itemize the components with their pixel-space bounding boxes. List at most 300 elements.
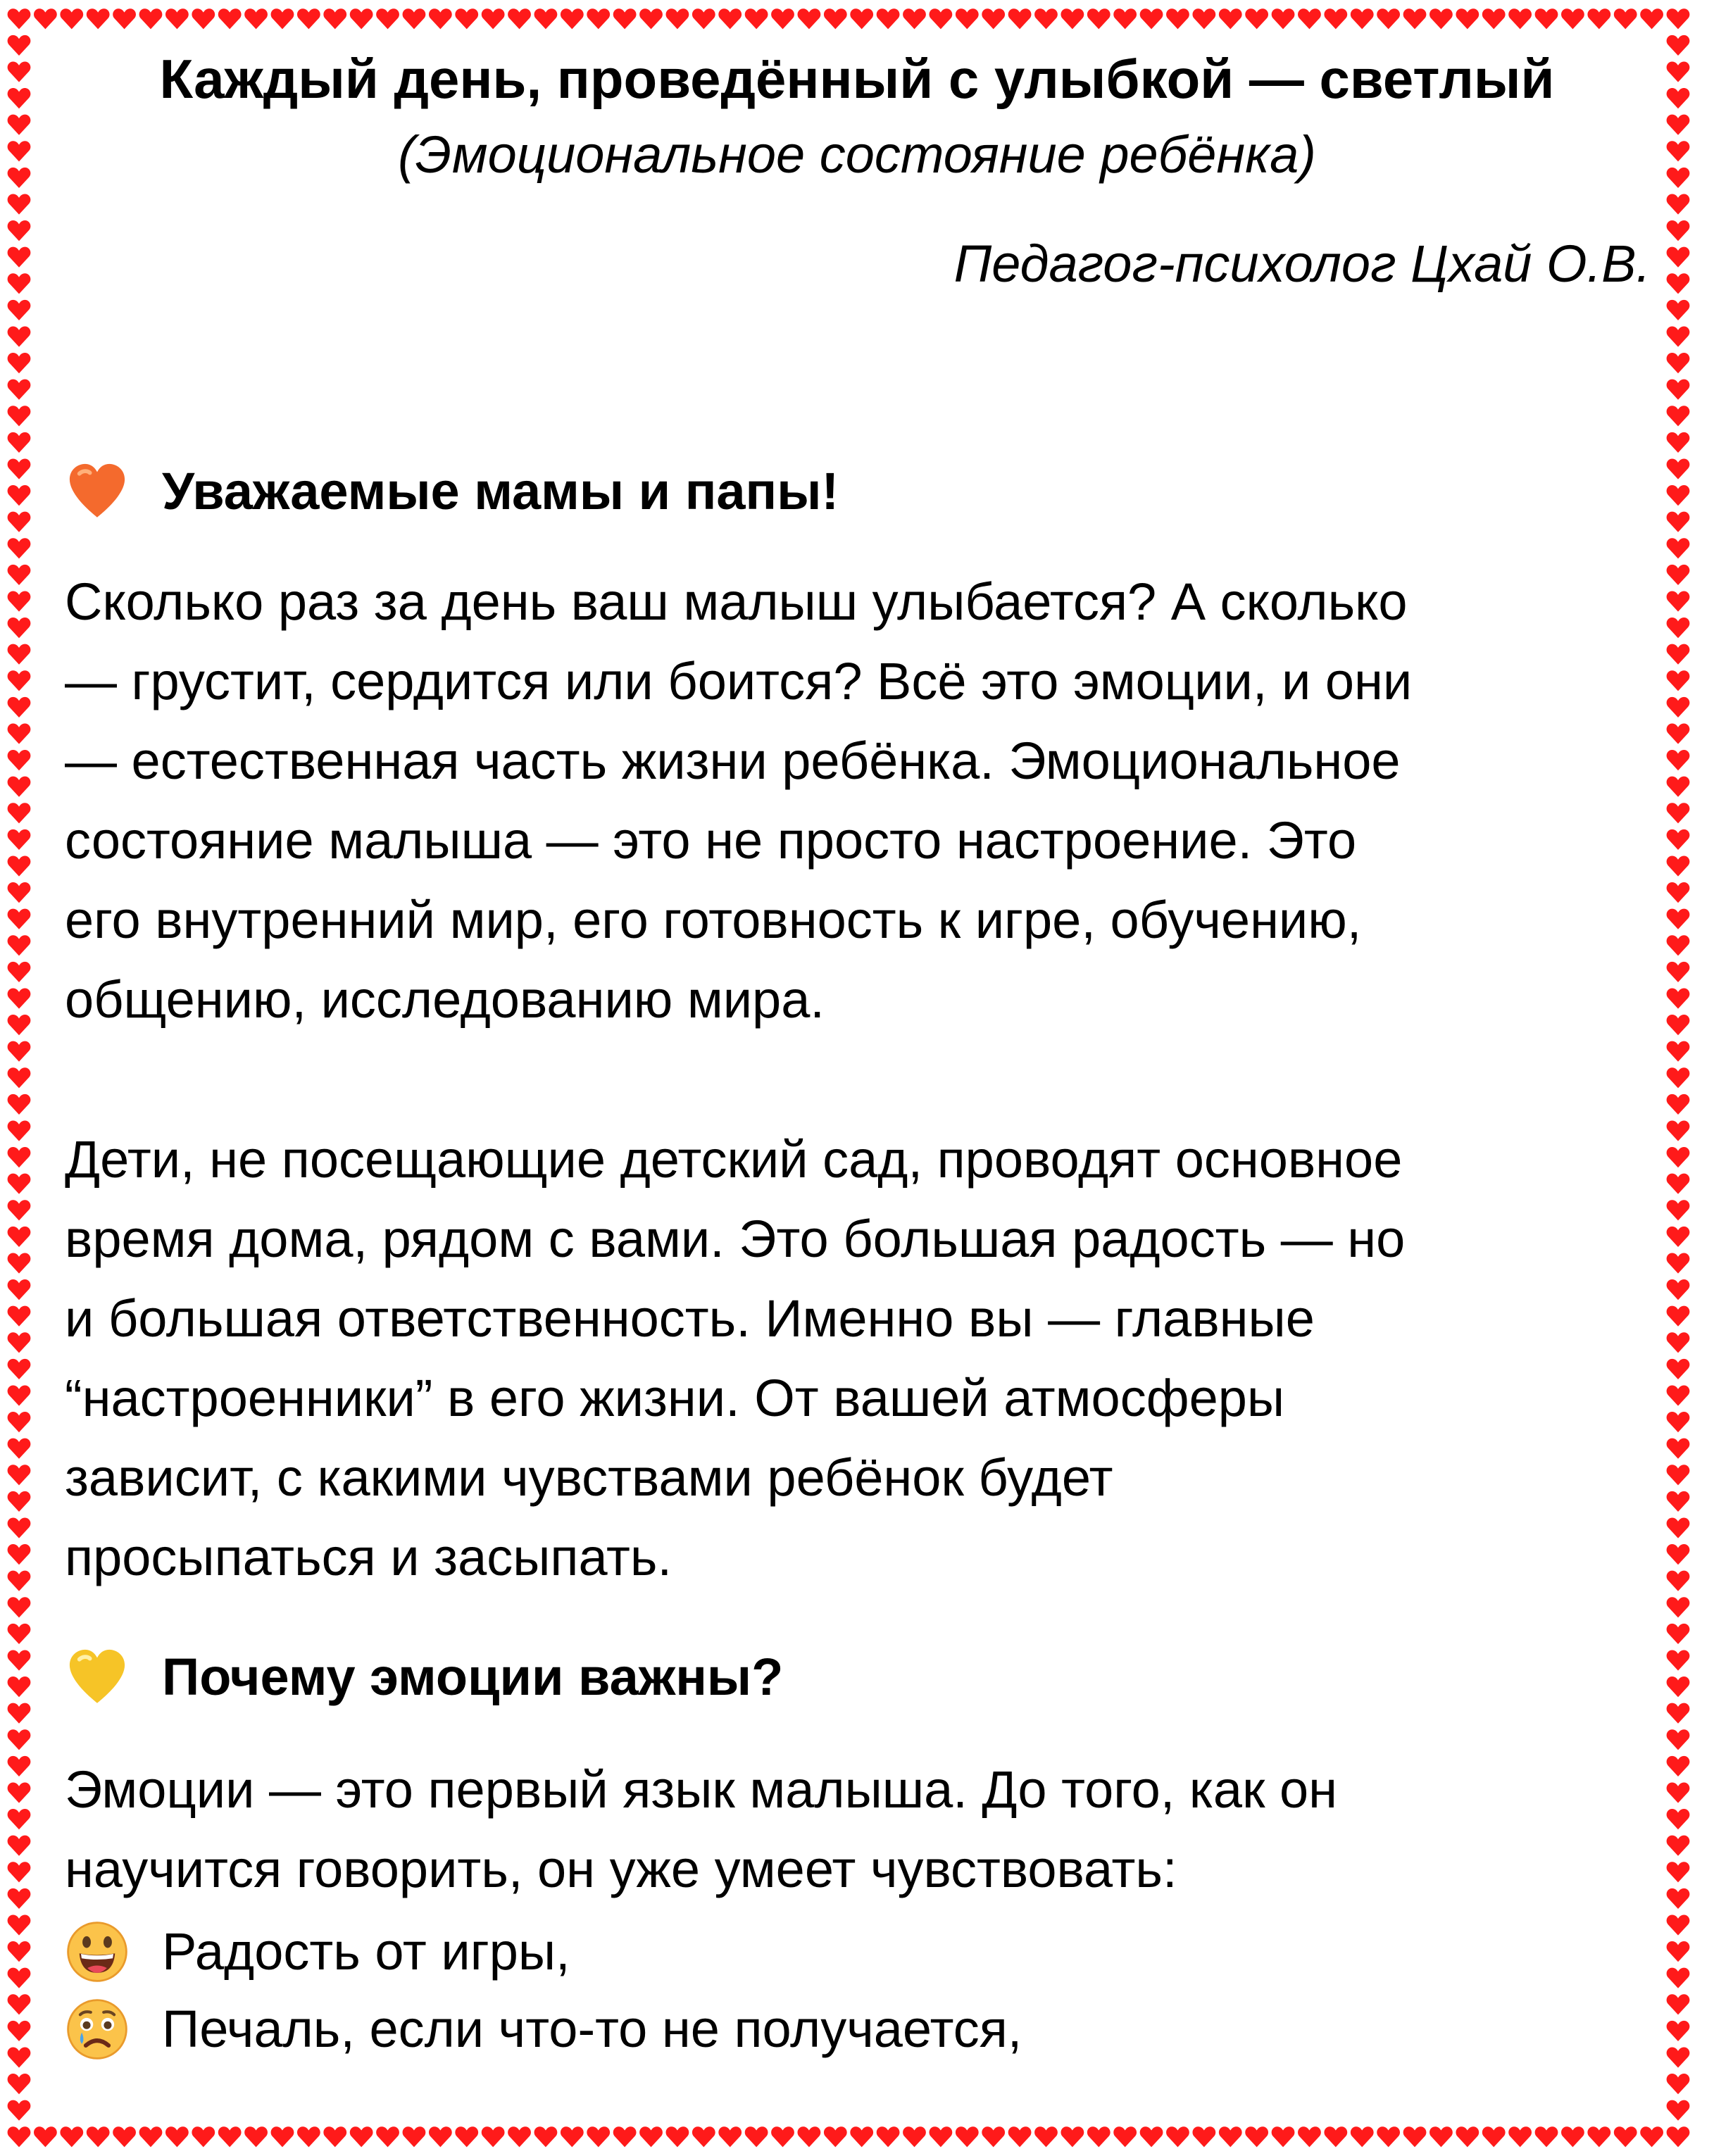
border-heart-icon — [1667, 220, 1690, 241]
border-heart-icon — [1667, 962, 1690, 982]
border-heart-icon — [8, 512, 31, 532]
border-heart-icon — [1640, 8, 1663, 29]
border-heart-icon — [1667, 1756, 1690, 1776]
border-heart-icon — [403, 8, 426, 29]
border-heart-icon — [8, 458, 31, 479]
border-heart-icon — [8, 723, 31, 744]
border-heart-icon — [1667, 115, 1690, 135]
border-heart-icon — [1667, 35, 1690, 56]
border-heart-icon — [8, 1914, 31, 1935]
border-heart-icon — [87, 8, 110, 29]
border-heart-icon — [1667, 1941, 1690, 1962]
border-heart-icon — [1034, 2126, 1058, 2147]
border-heart-icon — [1667, 1624, 1690, 1644]
border-heart-icon — [982, 2126, 1005, 2147]
border-heart-icon — [1667, 1544, 1690, 1565]
border-heart-icon — [1667, 458, 1690, 479]
border-heart-icon — [587, 2126, 610, 2147]
border-heart-icon — [1667, 829, 1690, 850]
border-heart-icon — [534, 8, 558, 29]
border-heart-icon — [1667, 697, 1690, 717]
border-heart-icon — [824, 8, 847, 29]
border-heart-icon — [8, 855, 31, 876]
border-heart-icon — [8, 1200, 31, 1220]
border-heart-icon — [1087, 2126, 1111, 2147]
list-item-text: Радость от игры, — [162, 1922, 570, 1981]
border-heart-icon — [8, 1994, 31, 2014]
border-heart-icon — [1667, 1491, 1690, 1512]
border-heart-icon — [1667, 1147, 1690, 1167]
border-heart-icon — [956, 8, 979, 29]
border-heart-icon — [8, 485, 31, 506]
border-heart-icon — [1667, 1332, 1690, 1353]
border-heart-icon — [1429, 8, 1453, 29]
border-heart-icon — [8, 1862, 31, 1882]
border-heart-icon — [350, 8, 373, 29]
border-heart-icon — [903, 2126, 926, 2147]
border-heart-icon — [8, 2126, 31, 2147]
border-heart-icon — [534, 2126, 558, 2147]
border-heart-icon — [139, 2126, 163, 2147]
border-heart-icon — [1508, 8, 1532, 29]
border-heart-icon — [1667, 2021, 1690, 2041]
border-heart-icon — [60, 8, 83, 29]
border-heart-icon — [1377, 8, 1400, 29]
border-heart-icon — [8, 538, 31, 558]
border-heart-icon — [1587, 2126, 1610, 2147]
border-heart-icon — [8, 2047, 31, 2067]
border-heart-icon — [1667, 935, 1690, 955]
border-heart-icon — [745, 8, 768, 29]
home-paragraph: Дети, не посещающие детский сад, проводят основное время дома, рядом с вами. Это большая радость — но и большая ответственность. Именно вы — главные “настроенники” в его жизни. От вашей атмосферы зависит, с какими чувствами ребёнок будет просыпаться и засыпать. — [65, 1130, 1406, 1586]
emotions-paragraph: Эмоции — это первый язык малыша. До того, как он научится говорить, он уже умеет чувствовать: — [65, 1760, 1338, 1898]
border-heart-icon — [1614, 2126, 1637, 2147]
border-heart-icon — [297, 2126, 320, 2147]
border-heart-icon — [8, 750, 31, 770]
border-heart-icon — [1667, 1994, 1690, 2014]
border-heart-icon — [8, 803, 31, 823]
border-heart-icon — [1482, 8, 1506, 29]
border-heart-icon — [1245, 8, 1268, 29]
border-heart-icon — [1667, 1676, 1690, 1697]
border-heart-icon — [1667, 380, 1690, 400]
border-heart-icon — [34, 2126, 57, 2147]
border-heart-icon — [1667, 485, 1690, 506]
border-heart-icon — [1667, 2126, 1690, 2147]
border-heart-icon — [1587, 8, 1610, 29]
border-heart-icon — [8, 168, 31, 188]
border-heart-icon — [455, 2126, 478, 2147]
border-heart-icon — [34, 8, 57, 29]
border-heart-icon — [429, 8, 452, 29]
border-heart-icon — [1667, 1571, 1690, 1591]
border-heart-icon — [8, 988, 31, 1008]
border-heart-icon — [1351, 2126, 1374, 2147]
border-heart-icon — [1667, 1041, 1690, 1062]
border-heart-icon — [1667, 1809, 1690, 1829]
border-heart-icon — [8, 194, 31, 214]
border-heart-icon — [1166, 2126, 1189, 2147]
border-heart-icon — [8, 273, 31, 294]
border-heart-icon — [323, 8, 346, 29]
border-heart-icon — [244, 2126, 268, 2147]
border-heart-icon — [1219, 8, 1242, 29]
page-title: Каждый день, проведённый с улыбкой — светлый — [159, 48, 1555, 110]
border-heart-icon — [1403, 8, 1427, 29]
border-heart-icon — [1667, 750, 1690, 770]
border-heart-icon — [1667, 1094, 1690, 1115]
border-heart-icon — [8, 1359, 31, 1379]
border-heart-icon — [1008, 8, 1032, 29]
border-heart-icon — [165, 8, 189, 29]
border-heart-icon — [1667, 1253, 1690, 1273]
border-heart-icon — [271, 2126, 294, 2147]
border-heart-icon — [8, 115, 31, 135]
border-heart-icon — [8, 1147, 31, 1167]
page-subtitle: (Эмоциональное состояние ребёнка) — [398, 125, 1316, 184]
border-heart-icon — [1667, 1067, 1690, 1088]
border-heart-icon — [1561, 8, 1584, 29]
border-heart-icon — [1667, 1385, 1690, 1405]
border-heart-icon — [798, 8, 821, 29]
border-heart-icon — [903, 8, 926, 29]
border-heart-icon — [929, 8, 952, 29]
border-heart-icon — [1298, 8, 1321, 29]
border-heart-icon — [8, 1015, 31, 1035]
sad-face-icon — [65, 1997, 130, 2062]
border-heart-icon — [1667, 1968, 1690, 1988]
border-heart-icon — [1667, 1200, 1690, 1220]
list-item-text: Печаль, если что-то не получается, — [162, 2000, 1022, 2058]
border-heart-icon — [1667, 61, 1690, 82]
border-heart-icon — [1535, 8, 1558, 29]
border-heart-icon — [718, 8, 742, 29]
border-heart-icon — [692, 2126, 715, 2147]
border-heart-icon — [1667, 141, 1690, 161]
border-heart-icon — [8, 1439, 31, 1459]
border-heart-icon — [1272, 2126, 1295, 2147]
border-heart-icon — [956, 2126, 979, 2147]
border-heart-icon — [60, 2126, 83, 2147]
border-heart-icon — [8, 1332, 31, 1353]
border-heart-icon — [8, 141, 31, 161]
border-heart-icon — [8, 935, 31, 955]
border-heart-icon — [1667, 353, 1690, 373]
border-heart-icon — [718, 2126, 742, 2147]
border-heart-icon — [1667, 2100, 1690, 2121]
border-heart-icon — [1456, 8, 1479, 29]
border-heart-icon — [8, 1041, 31, 1062]
border-heart-icon — [113, 2126, 136, 2147]
border-heart-icon — [192, 8, 215, 29]
list-item — [65, 1991, 1022, 2068]
border-heart-icon — [929, 2126, 952, 2147]
border-heart-icon — [1245, 2126, 1268, 2147]
border-heart-icon — [8, 1729, 31, 1750]
border-heart-icon — [1667, 1597, 1690, 1617]
border-heart-icon — [613, 2126, 637, 2147]
border-heart-icon — [850, 2126, 873, 2147]
border-heart-icon — [1667, 1465, 1690, 1485]
border-heart-icon — [1667, 406, 1690, 426]
border-heart-icon — [8, 247, 31, 268]
border-heart-icon — [8, 1703, 31, 1724]
author-line: Педагог-психолог Цхай О.В. — [953, 234, 1651, 293]
border-heart-icon — [1482, 2126, 1506, 2147]
border-heart-icon — [1351, 8, 1374, 29]
border-heart-icon — [1667, 8, 1690, 29]
border-heart-icon — [1667, 909, 1690, 929]
border-heart-icon — [8, 591, 31, 611]
border-heart-icon — [1192, 8, 1215, 29]
border-heart-icon — [8, 644, 31, 665]
border-heart-icon — [1667, 2074, 1690, 2094]
list-item — [65, 1913, 570, 1991]
border-heart-icon — [1667, 1729, 1690, 1750]
border-heart-icon — [8, 962, 31, 982]
border-heart-icon — [403, 2126, 426, 2147]
border-heart-icon — [1667, 988, 1690, 1008]
section-heading-text: Почему эмоции важны? — [162, 1648, 784, 1706]
border-heart-icon — [1667, 273, 1690, 294]
border-heart-icon — [1061, 8, 1084, 29]
border-heart-icon — [8, 1094, 31, 1115]
border-heart-icon — [1667, 1359, 1690, 1379]
orange-heart-icon — [65, 459, 130, 524]
border-heart-icon — [1667, 777, 1690, 797]
border-heart-icon — [8, 1544, 31, 1565]
border-heart-icon — [8, 909, 31, 929]
border-heart-icon — [218, 8, 242, 29]
border-heart-icon — [8, 353, 31, 373]
border-heart-icon — [666, 2126, 689, 2147]
border-heart-icon — [8, 1650, 31, 1670]
border-heart-icon — [350, 2126, 373, 2147]
border-heart-icon — [87, 2126, 110, 2147]
border-heart-icon — [1667, 1439, 1690, 1459]
border-heart-icon — [1667, 1888, 1690, 1909]
border-heart-icon — [1667, 670, 1690, 691]
border-heart-icon — [165, 2126, 189, 2147]
border-heart-icon — [1667, 618, 1690, 638]
border-heart-icon — [561, 2126, 584, 2147]
border-heart-icon — [8, 1306, 31, 1327]
yellow-heart-icon — [65, 1645, 130, 1710]
border-heart-icon — [8, 670, 31, 691]
border-heart-icon — [587, 8, 610, 29]
border-heart-icon — [244, 8, 268, 29]
border-heart-icon — [1508, 2126, 1532, 2147]
border-heart-icon — [1667, 1782, 1690, 1803]
border-heart-icon — [1140, 8, 1163, 29]
border-heart-icon — [1667, 1015, 1690, 1035]
border-heart-icon — [508, 8, 531, 29]
border-heart-icon — [8, 1385, 31, 1405]
border-heart-icon — [376, 8, 399, 29]
border-heart-icon — [8, 2100, 31, 2121]
border-heart-icon — [8, 1412, 31, 1432]
border-heart-icon — [1087, 8, 1111, 29]
border-heart-icon — [1061, 2126, 1084, 2147]
border-heart-icon — [323, 2126, 346, 2147]
section-heading-text: Уважаемые мамы и папы! — [162, 462, 839, 520]
border-heart-icon — [8, 882, 31, 903]
border-heart-icon — [1667, 1279, 1690, 1300]
border-heart-icon — [1640, 2126, 1663, 2147]
border-heart-icon — [508, 2126, 531, 2147]
border-heart-icon — [8, 8, 31, 29]
border-heart-icon — [1166, 8, 1189, 29]
border-heart-icon — [8, 1809, 31, 1829]
border-heart-icon — [1667, 591, 1690, 611]
border-heart-icon — [877, 2126, 900, 2147]
border-heart-icon — [192, 2126, 215, 2147]
border-heart-icon — [1667, 1120, 1690, 1141]
border-heart-icon — [8, 2074, 31, 2094]
border-heart-icon — [8, 326, 31, 346]
border-heart-icon — [561, 8, 584, 29]
border-heart-icon — [1667, 432, 1690, 453]
border-heart-icon — [139, 8, 163, 29]
border-heart-icon — [1667, 1517, 1690, 1538]
border-heart-icon — [1561, 2126, 1584, 2147]
border-heart-icon — [8, 618, 31, 638]
border-heart-icon — [1667, 1306, 1690, 1327]
border-heart-icon — [8, 829, 31, 850]
border-heart-icon — [1008, 2126, 1032, 2147]
border-heart-icon — [1667, 1862, 1690, 1882]
border-heart-icon — [8, 1279, 31, 1300]
border-heart-icon — [8, 1571, 31, 1591]
border-heart-icon — [1140, 2126, 1163, 2147]
border-heart-icon — [8, 1597, 31, 1617]
border-heart-icon — [218, 2126, 242, 2147]
border-heart-icon — [1667, 88, 1690, 108]
border-heart-icon — [1113, 8, 1137, 29]
border-heart-icon — [8, 1067, 31, 1088]
border-heart-icon — [482, 8, 505, 29]
border-heart-icon — [376, 2126, 399, 2147]
border-heart-icon — [850, 8, 873, 29]
border-heart-icon — [8, 1888, 31, 1909]
border-heart-icon — [8, 406, 31, 426]
border-heart-icon — [613, 8, 637, 29]
grinning-face-icon — [65, 1919, 130, 1984]
border-heart-icon — [1456, 2126, 1479, 2147]
intro-paragraph: Сколько раз за день ваш малыш улыбается? А сколько — грустит, сердится или боится? Всё это эмоции, и они — естественная часть жизни ребёнка. Эмоциональное состояние малыша — это не просто настроение. Это его внутренний мир, его готовность к игре, обучению, общению, исследованию мира. — [65, 572, 1413, 1029]
border-heart-icon — [113, 8, 136, 29]
border-heart-icon — [666, 8, 689, 29]
border-heart-icon — [1377, 2126, 1400, 2147]
border-heart-icon — [1667, 855, 1690, 876]
border-heart-icon — [8, 777, 31, 797]
border-heart-icon — [8, 1227, 31, 1247]
border-heart-icon — [824, 2126, 847, 2147]
border-heart-icon — [1535, 2126, 1558, 2147]
border-heart-icon — [429, 2126, 452, 2147]
border-heart-icon — [1667, 1650, 1690, 1670]
border-heart-icon — [8, 1782, 31, 1803]
border-heart-icon — [455, 8, 478, 29]
border-heart-icon — [8, 1465, 31, 1485]
border-heart-icon — [1667, 326, 1690, 346]
border-heart-icon — [297, 8, 320, 29]
border-heart-icon — [1219, 2126, 1242, 2147]
border-heart-icon — [1429, 2126, 1453, 2147]
border-heart-icon — [1667, 723, 1690, 744]
border-heart-icon — [8, 1676, 31, 1697]
border-heart-icon — [8, 88, 31, 108]
border-heart-icon — [1667, 644, 1690, 665]
border-heart-icon — [1667, 1174, 1690, 1194]
border-heart-icon — [1667, 168, 1690, 188]
border-heart-icon — [8, 1517, 31, 1538]
border-heart-icon — [639, 2126, 663, 2147]
border-heart-icon — [1298, 2126, 1321, 2147]
section-heading-why-emotions — [65, 1642, 783, 1712]
border-heart-icon — [1667, 300, 1690, 320]
border-heart-icon — [1667, 194, 1690, 214]
border-heart-icon — [8, 380, 31, 400]
border-heart-icon — [982, 8, 1005, 29]
border-heart-icon — [692, 8, 715, 29]
border-heart-icon — [1667, 1914, 1690, 1935]
border-heart-icon — [798, 2126, 821, 2147]
border-heart-icon — [1667, 247, 1690, 268]
border-heart-icon — [1667, 565, 1690, 585]
border-heart-icon — [8, 1491, 31, 1512]
border-heart-icon — [8, 2021, 31, 2041]
border-heart-icon — [8, 1836, 31, 1856]
border-heart-icon — [8, 1174, 31, 1194]
border-heart-icon — [1034, 8, 1058, 29]
border-heart-icon — [8, 300, 31, 320]
border-heart-icon — [8, 565, 31, 585]
border-heart-icon — [8, 697, 31, 717]
border-heart-icon — [1324, 8, 1347, 29]
border-heart-icon — [8, 1941, 31, 1962]
border-heart-icon — [1324, 2126, 1347, 2147]
border-heart-icon — [271, 8, 294, 29]
border-heart-icon — [1667, 803, 1690, 823]
border-heart-icon — [8, 1756, 31, 1776]
border-heart-icon — [482, 2126, 505, 2147]
border-heart-icon — [771, 8, 794, 29]
section-heading-parents — [65, 456, 839, 527]
border-heart-icon — [8, 35, 31, 56]
border-heart-icon — [1667, 1836, 1690, 1856]
border-heart-icon — [1192, 2126, 1215, 2147]
border-heart-icon — [1272, 8, 1295, 29]
border-heart-icon — [1667, 882, 1690, 903]
border-heart-icon — [1667, 1412, 1690, 1432]
border-heart-icon — [1403, 2126, 1427, 2147]
border-heart-icon — [1667, 1703, 1690, 1724]
border-heart-icon — [745, 2126, 768, 2147]
border-heart-icon — [1614, 8, 1637, 29]
border-heart-icon — [771, 2126, 794, 2147]
border-heart-icon — [639, 8, 663, 29]
border-heart-icon — [8, 1624, 31, 1644]
border-heart-icon — [8, 1120, 31, 1141]
border-heart-icon — [8, 61, 31, 82]
border-heart-icon — [1667, 538, 1690, 558]
border-heart-icon — [8, 432, 31, 453]
border-heart-icon — [877, 8, 900, 29]
border-heart-icon — [1667, 2047, 1690, 2067]
border-heart-icon — [8, 1968, 31, 1988]
border-heart-icon — [1667, 1227, 1690, 1247]
